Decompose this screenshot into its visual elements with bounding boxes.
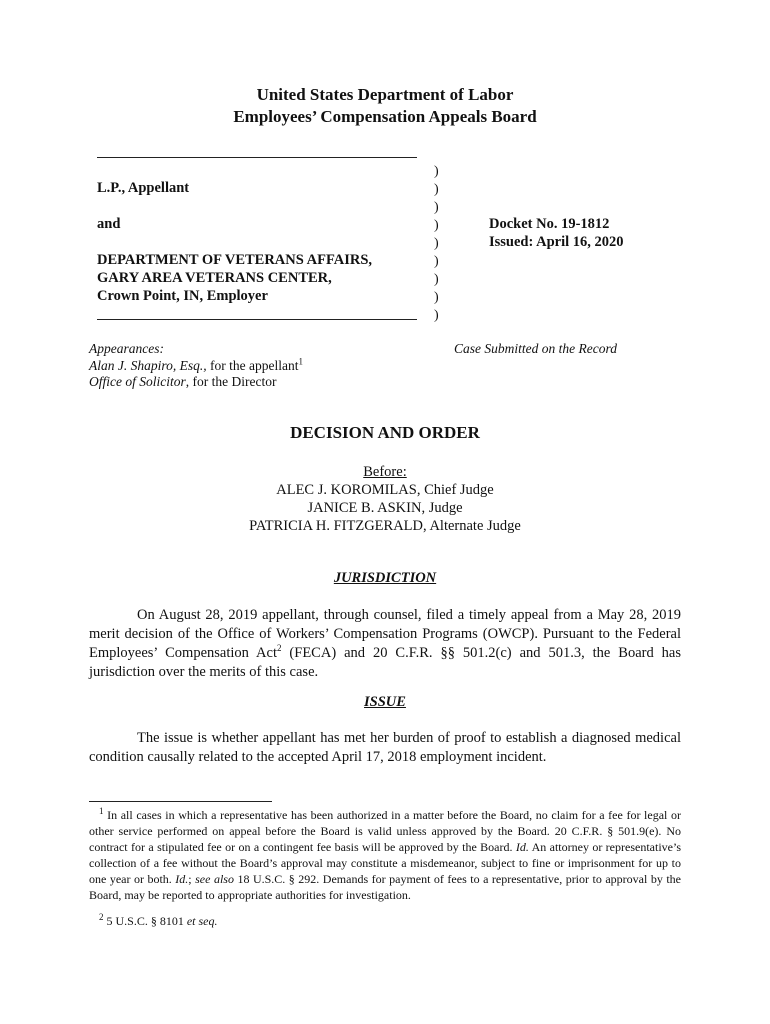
paren: ): [434, 254, 439, 269]
employer-line-1: DEPARTMENT OF VETERANS AFFAIRS,: [97, 252, 373, 268]
footnote-1-see-also: see also: [195, 872, 234, 886]
employer-line-3: Crown Point, IN, Employer: [97, 288, 268, 304]
footnote-2-text: 5 U.S.C. § 8101: [103, 914, 187, 928]
footnote-separator: [89, 801, 272, 802]
board-title: Employees’ Compensation Appeals Board: [233, 107, 537, 126]
footnote-2: [89, 913, 681, 929]
paren: ): [434, 308, 439, 323]
paren: ): [434, 218, 439, 233]
caption-bottom-rule: [97, 319, 417, 320]
employer-line-2: GARY AREA VETERANS CENTER,: [97, 270, 332, 286]
judge-1: ALEC J. KOROMILAS, Chief Judge: [276, 482, 494, 498]
appellant-counsel: [89, 358, 303, 374]
jurisdiction-text-2: (FECA) and 20 C.F.R. §§ 501.2(c) and 501.3, the Board has jurisdiction over the merits of this case.: [89, 645, 681, 680]
footnote-1-text-b: An attorney or representative’s collection of a fee without the Board’s approval may constitute a misdemeanor, subject to fine or imprisonment for up to one year or both.: [89, 840, 681, 886]
counsel-name: Alan J. Shapiro, Esq.,: [89, 358, 207, 373]
footnote-1-text-d: 18 U.S.C. § 292. Demands for payment of fees to a representative, prior to approval by the Board, may be reported to appropriate authorities for investigation.: [89, 872, 681, 902]
caption-and: and: [97, 216, 121, 232]
solicitor-role: , for the Director: [185, 374, 277, 389]
docket-number: Docket No. 19-1812: [489, 216, 610, 232]
jurisdiction-text-1: On August 28, 2019 appellant, through counsel, filed a timely appeal from a May 28, 2019 merit decision of the Office of Workers’ Compensation Programs (OWCP). Pursuant to the Federal Employees’ Compensation Act: [89, 607, 681, 661]
issue-paragraph: The issue is whether appellant has met her burden of proof to establish a diagnosed medical condition causally related to the accepted April 17, 2018 employment incident.: [89, 730, 681, 765]
counsel-role: for the appellant: [210, 358, 299, 373]
case-submitted: Case Submitted on the Record: [454, 341, 617, 356]
footnote-ref-2: 2: [276, 643, 282, 654]
paren: ): [434, 236, 439, 251]
solicitor-name: Office of Solicitor: [89, 374, 186, 389]
footnote-1: [89, 807, 681, 903]
paren: ): [434, 182, 439, 197]
appearances-label: Appearances:: [89, 341, 164, 356]
before-label: Before:: [363, 464, 407, 480]
paren: ): [434, 272, 439, 287]
caption-top-rule: [97, 157, 417, 158]
footnote-2-et-seq: et seq.: [186, 914, 218, 928]
footnote-1-text-c: ;: [188, 872, 196, 886]
paren: ): [434, 164, 439, 179]
judge-2: JANICE B. ASKIN, Judge: [307, 500, 463, 516]
solicitor-line: [89, 374, 276, 390]
jurisdiction-heading: JURISDICTION: [333, 570, 437, 586]
issued-date: Issued: April 16, 2020: [489, 234, 624, 250]
footnote-1-mark: 1: [99, 806, 104, 816]
agency-title: United States Department of Labor: [256, 85, 514, 104]
issue-heading: ISSUE: [364, 694, 406, 710]
appellant-name: L.P., Appellant: [97, 180, 190, 196]
paren: ): [434, 200, 439, 215]
paren: ): [434, 290, 439, 305]
judge-3: PATRICIA H. FITZGERALD, Alternate Judge: [249, 518, 521, 534]
footnote-1-text-a: In all cases in which a representative has been authorized in a matter before the Board, no claim for a fee for legal or other service performed on appeal before the Board is valid unless approved by the Board. 20 C.F.R. § 501.9(e). No contract for a stipulated fee or on a contingent fee basis will be approved by the Board.: [89, 808, 681, 854]
decision-title: DECISION AND ORDER: [290, 423, 480, 442]
footnote-2-mark: 2: [99, 912, 104, 922]
footnote-1-id-2: Id.: [175, 872, 189, 886]
footnote-ref-1: 1: [298, 356, 303, 367]
footnote-1-id-1: Id.: [515, 840, 529, 854]
jurisdiction-paragraph: [89, 606, 681, 682]
